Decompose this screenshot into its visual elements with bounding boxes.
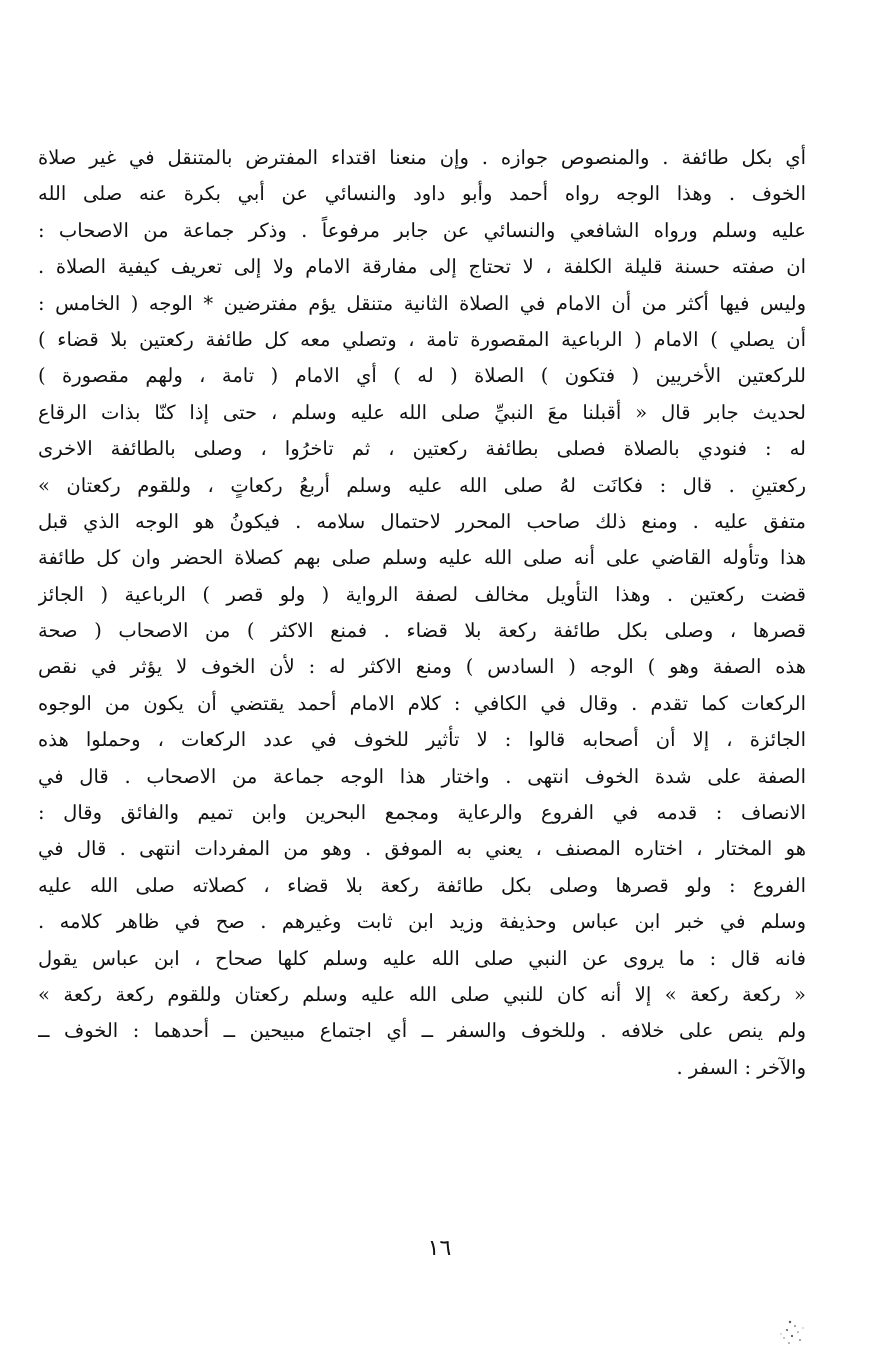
text-line: الصفة على شدة الخوف انتهى . واختار هذا الوجه جماعة من الاصحاب . قال في [38,764,806,788]
page-number: ١٦ [427,1236,452,1261]
text-line: ولم ينص على خلافه . وللخوف والسفر ــ أي اجتماع مبيحين ــ أحدهما : الخوف ــ [38,1019,806,1043]
text-line: فانه قال : ما يروى عن النبي صلى الله عليه وسلم كلها صحاح ، ابن عباس يقول [38,946,806,970]
text-line: قضت ركعتين . وهذا التأويل مخالف لصفة الرواية ( ولو قصر ) الرباعية ( الجائز [38,582,806,606]
text-line: عليه وسلم ورواه الشافعي والنسائي عن جابر مرفوعاً . وذكر جماعة من الاصحاب : [38,218,806,242]
text-line: له : فنودي بالصلاة فصلى بطائفة ركعتين ، ثم تاخرُوا ، وصلى بالطائفة الاخرى [38,437,806,461]
text-line: هذه الصفة وهو ) الوجه ( السادس ) ومنع الاكثر له : لأن الخوف لا يؤثر في نقص [38,655,806,679]
text-line: للركعتين الأخريين ( فتكون ) الصلاة ( له ) أي الامام ( تامة ، ولهم مقصورة ) [38,364,806,388]
text-line: والآخر : السفر . [676,1055,806,1079]
text-line: متفق عليه . ومنع ذلك صاحب المحرر لاحتمال سلامه . فيكونُ هو الوجه الذي قبل [38,509,806,533]
text-line: ان صفته حسنة قليلة الكلفة ، لا تحتاج إلى مفارقة الامام ولا إلى تعريف كيفية الصلاة . [38,255,806,279]
text-line: الفروع : ولو قصرها وصلى بكل طائفة ركعة بلا قضاء ، كصلاته صلى الله عليه [38,873,806,897]
text-line: وسلم في خبر ابن عباس وحذيفة وزيد ابن ثابت وغيرهم . صح في ظاهر كلامه . [38,910,806,934]
text-line: لحديث جابر قال « أقبلنا معَ النبيِّ صلى الله عليه وسلم ، حتى إذا كنّا بذات الرقاع [38,400,806,424]
text-line: أي بكل طائفة . والمنصوص جوازه . وإن منعنا اقتداء المفترض بالمتنقل في غير صلاة [38,146,806,169]
text-line: هذا وتأوله القاضي على أنه صلى الله عليه وسلم صلى بهم كصلاة الحضر وان كل طائفة [38,546,806,570]
text-line: الركعات كما تقدم . وقال في الكافي : كلام الامام أحمد يقتضي أن يكون من الوجوه [38,691,806,715]
text-line: أن يصلي ) الامام ( الرباعية المقصورة تامة ، وتصلي معه كل طائفة ركعتين بلا قضاء ) [38,327,806,351]
text-line: وليس فيها أكثر من أن الامام في الصلاة الثانية متنقل يؤم مفترضين * الوجه ( الخامس : [38,291,806,315]
scan-speckle [762,1312,822,1352]
text-line: هو المختار ، اختاره المصنف ، يعني به الموفق . وهو من المفردات انتهى . قال في [38,837,806,861]
text-line: الخوف . وهذا الوجه رواه أحمد وأبو داود والنسائي عن أبي بكرة عنه صلى الله [38,182,806,206]
text-line: قصرها ، وصلى بكل طائفة ركعة بلا قضاء . فمنع الاكثر ) من الاصحاب ( صحة [38,619,806,643]
text-line: ركعتينِ . قال : فكانَت لهُ صلى الله عليه وسلم أربعُ ركعاتٍ ، وللقوم ركعتان » [38,473,806,497]
text-line: الانصاف : قدمه في الفروع والرعاية ومجمع البحرين وابن تميم والفائق وقال : [38,801,806,825]
body-text [38,140,806,1086]
text-line: الجائزة ، إلا أن أصحابه قالوا : لا تأثير للخوف في عدد الركعات ، وحملوا هذه [38,728,806,752]
text-line: « ركعة ركعة » إلا أنه كان للنبي صلى الله عليه وسلم ركعتان وللقوم ركعة ركعة » [38,982,806,1006]
